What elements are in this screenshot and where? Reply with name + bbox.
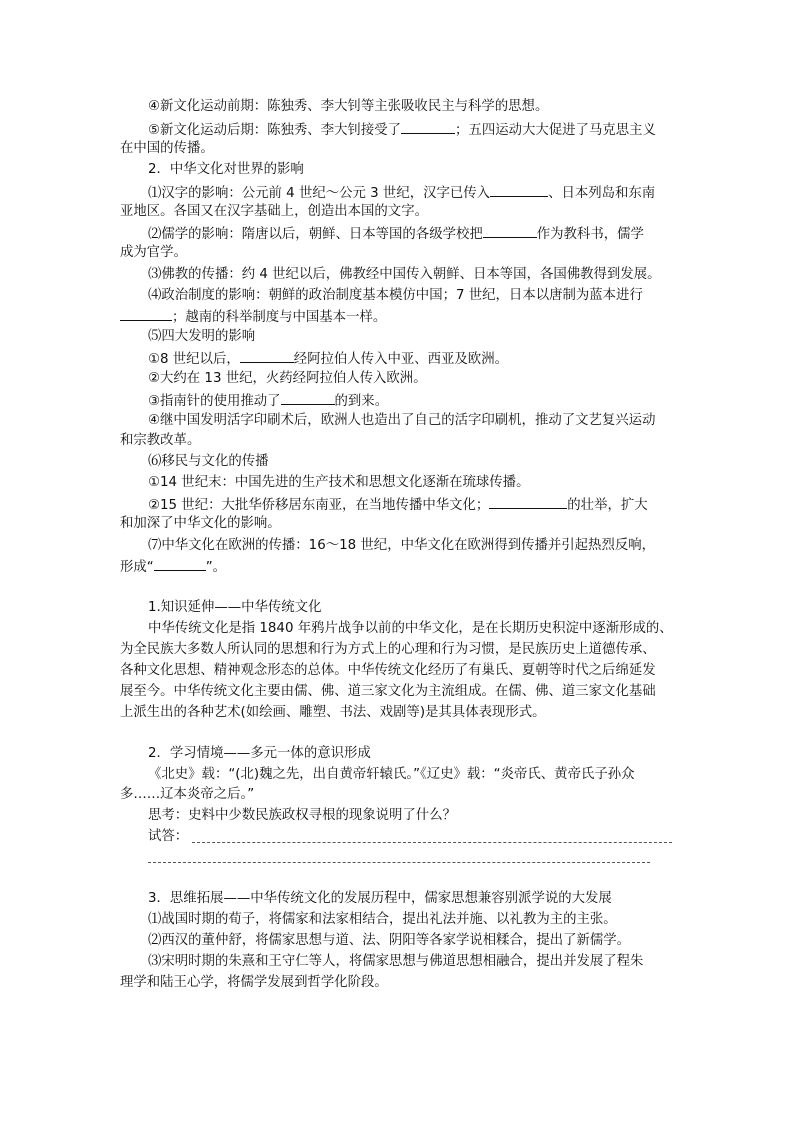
text-line: ①14 世纪末：中国先进的生产技术和思想文化逐渐在琉球传播。: [148, 475, 530, 490]
text-line: 理学和陆王心学，将儒学发展到哲学化阶段。: [120, 975, 388, 990]
text-segment: 作为教科书，儒学: [536, 227, 644, 242]
text-line: 思考：史料中少数民族政权寻根的现象说明了什么？: [148, 808, 456, 823]
text-segment: 形成“: [120, 560, 154, 575]
text-line: ⑸四大发明的影响: [148, 329, 256, 344]
text-segment: ⑤新文化运动后期：陈独秀、李大钊接受了: [148, 123, 402, 138]
answer-label: 试答：: [148, 829, 189, 844]
text-line: 亚地区。各国又在汉字基础上，创造出本国的文字。: [120, 204, 428, 219]
fill-blank[interactable]: [483, 223, 537, 238]
fill-blank[interactable]: [154, 556, 206, 571]
answer-line[interactable]: [148, 862, 650, 863]
text-line: [148, 182, 655, 204]
text-line: 中华传统文化是指 1840 年鸦片战争以前的中华文化，是在长期历史积淀中逐渐形成的、: [148, 621, 673, 636]
text-line: 展至今。中华传统文化主要由儒、佛、道三家文化为主流组成。在儒、佛、道三家文化基础: [120, 684, 656, 699]
text-segment: ；五四运动大大促进了马克思主义: [455, 123, 656, 138]
fill-blank[interactable]: [489, 494, 567, 509]
text-line: ⑷政治制度的影响：朝鲜的政治制度基本模仿中国；7 世纪，日本以唐制为蓝本进行: [148, 288, 643, 303]
text-segment: ；越南的科举制度与中国基本一样。: [172, 310, 387, 325]
text-line: [148, 119, 656, 141]
text-line: [148, 223, 644, 245]
fill-blank[interactable]: [281, 390, 335, 405]
text-segment: 的壮举，扩大: [567, 498, 648, 513]
text-line: 上派生出的各种艺术(如绘画、雕塑、书法、戏剧等)是其具体表现形式。: [120, 705, 546, 720]
text-segment: 经阿拉伯人传入中亚、西亚及欧洲。: [293, 352, 508, 367]
text-line: 和宗教改革。: [120, 433, 201, 448]
text-line: ⑺中华文化在欧洲的传播：16～18 世纪，中华文化在欧洲得到传播并引起热烈反响，: [148, 538, 656, 553]
text-line: ⑵西汉的董仲舒，将儒家思想与道、法、阴阳等各家学说相糅合，提出了新儒学。: [148, 933, 631, 948]
text-line: ⑶宋明时期的朱熹和王守仁等人，将儒家思想与佛道思想相融合，提出并发展了程朱: [148, 954, 644, 969]
text-line: ⑴战国时期的荀子，将儒家和法家相结合，提出礼法并施、以礼教为主的主张。: [148, 912, 617, 927]
section-heading: 2．中华文化对世界的影响: [148, 162, 304, 177]
text-line: [148, 494, 648, 516]
text-segment: ⑵儒学的影响：隋唐以后，朝鲜、日本等国的各级学校把: [148, 227, 483, 242]
section-heading: 3．思维拓展——中华传统文化的发展历程中，儒家思想兼容别派学说的大发展: [148, 891, 612, 906]
text-line: 为全民族大多数人所认同的思想和行为方式上的心理和行为习惯，是民族历史上道德传承、: [120, 642, 656, 657]
text-line: ④新文化运动前期：陈独秀、李大钊等主张吸收民主与科学的思想。: [148, 99, 549, 114]
text-segment: 、日本列岛和东南: [548, 186, 656, 201]
text-segment: ③指南针的使用推动了: [148, 394, 281, 409]
text-line: 在中国的传播。: [120, 141, 214, 156]
text-line: ④继中国发明活字印刷术后，欧洲人也造出了自己的活字印刷机，推动了文艺复兴运动: [148, 413, 656, 428]
text-line: [148, 390, 388, 412]
fill-blank[interactable]: [120, 306, 172, 321]
text-segment: ”。: [205, 560, 227, 575]
fill-blank[interactable]: [401, 119, 455, 134]
text-line: ⑹移民与文化的传播: [148, 454, 269, 469]
text-line: 成为官学。: [120, 245, 187, 260]
fill-blank[interactable]: [490, 182, 548, 197]
text-segment: 的到来。: [334, 394, 389, 409]
text-line: 《北史》载：“(北)魏之先，出自黄帝轩辕氏。”《辽史》载：“炎帝氏、黄帝氏子孙众: [148, 767, 635, 782]
section-heading: 2．学习情境——多元一体的意识形成: [148, 746, 371, 761]
text-line: 多……辽本炎帝之后。”: [120, 787, 255, 802]
text-line: ⑶佛教的传播：约 4 世纪以后，佛教经中国传入朝鲜、日本等国，各国佛教得到发展。: [148, 267, 661, 282]
text-segment: ⑴汉字的影响：公元前 4 世纪～公元 3 世纪，汉字已传入: [148, 186, 491, 201]
answer-line[interactable]: [192, 842, 672, 843]
text-line: 各种文化思想、精神观念形态的总体。中华传统文化经历了有巢氏、夏朝等时代之后绵延发: [120, 663, 656, 678]
text-segment: ①8 世纪以后，: [148, 352, 240, 367]
fill-blank[interactable]: [240, 348, 294, 363]
section-heading: 1.知识延伸——中华传统文化: [148, 600, 322, 615]
text-line: ②大约在 13 世纪，火药经阿拉伯人传入欧洲。: [148, 371, 427, 386]
text-segment: ②15 世纪：大批华侨移居东南亚，在当地传播中华文化；: [148, 498, 490, 513]
text-line: 和加深了中华文化的影响。: [120, 516, 281, 531]
text-line: [120, 556, 226, 578]
text-line: [148, 348, 508, 370]
text-line: [120, 306, 386, 328]
